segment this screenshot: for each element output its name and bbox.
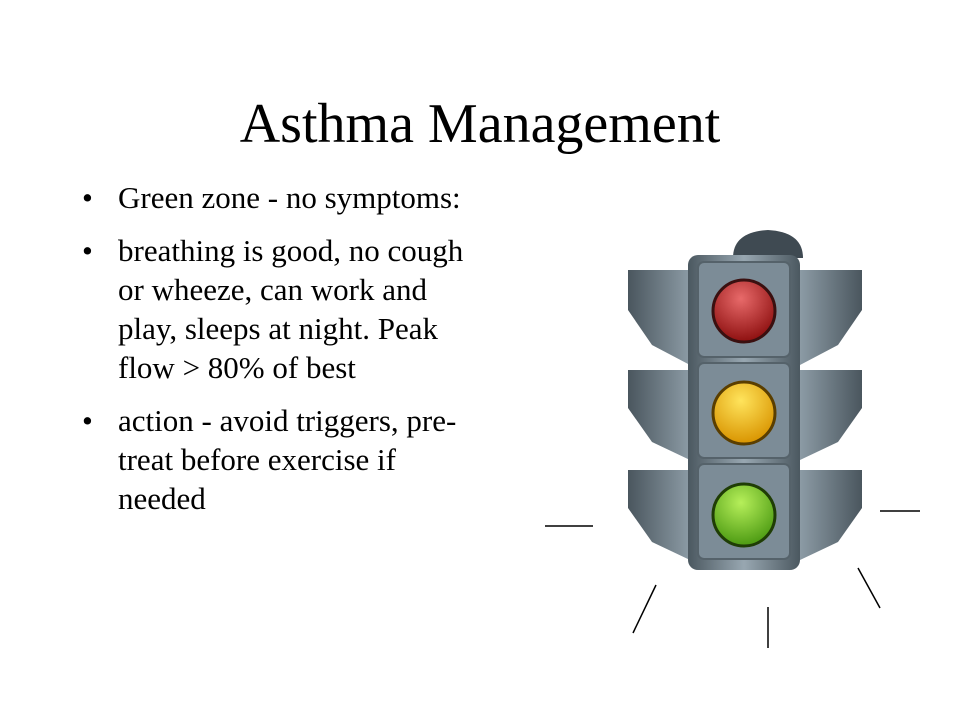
bullet-icon: • <box>82 180 93 215</box>
bullet-item-symptoms <box>82 231 472 387</box>
slide-title: Asthma Management <box>239 93 721 155</box>
red-light-icon <box>713 280 775 342</box>
bullet-list <box>82 178 472 532</box>
bullet-icon: • <box>82 233 93 268</box>
bullet-item-green-zone <box>82 178 472 217</box>
yellow-light-icon <box>713 382 775 444</box>
bullet-item-action <box>82 401 472 518</box>
bullet-text: breathing is good, no cough or wheeze, can work and play, sleeps at night. Peak flow > 80% of best <box>118 233 464 385</box>
bullet-text: action - avoid triggers, pre-treat before exercise if needed <box>118 403 457 516</box>
traffic-light-dome <box>733 230 803 258</box>
bullet-icon: • <box>82 403 93 438</box>
green-light-icon <box>713 484 775 546</box>
traffic-light-icon <box>540 225 930 655</box>
bullet-text: Green zone - no symptoms: <box>118 180 461 215</box>
